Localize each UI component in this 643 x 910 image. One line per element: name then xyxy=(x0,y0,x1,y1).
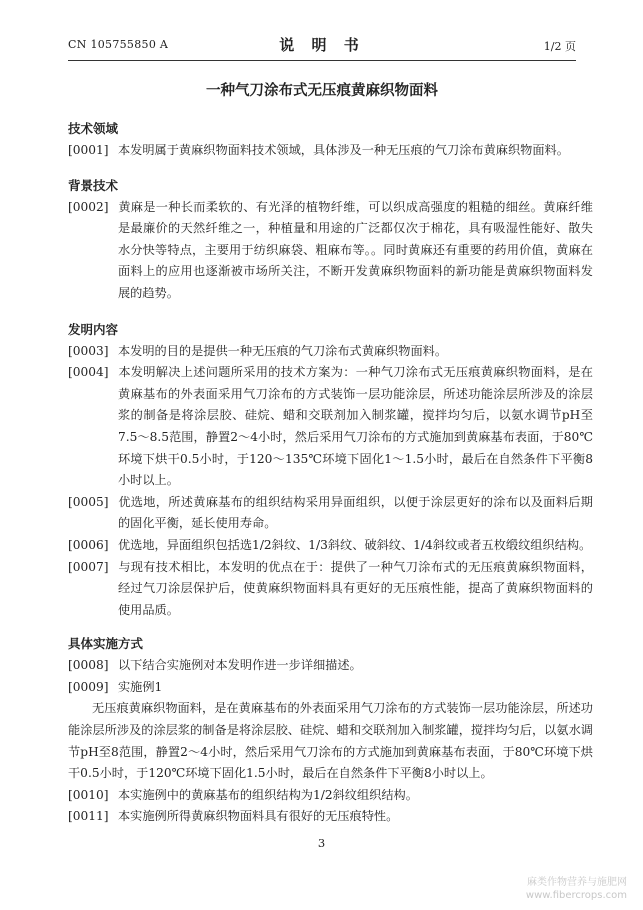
paragraph xyxy=(68,677,593,699)
paragraph xyxy=(68,557,593,622)
paragraph xyxy=(68,785,593,807)
paragraph-text: 与现有技术相比，本发明的优点在于：提供了一种气刀涂布式的无压痕黄麻织物面料，经过气刀涂层保护后，使黄麻织物面料具有更好的无压痕性能，提高了黄麻织物面料的使用品质。 xyxy=(118,559,593,617)
paragraph xyxy=(68,197,593,305)
paragraph xyxy=(68,341,593,363)
page-number: 3 xyxy=(317,836,326,850)
paragraph xyxy=(68,140,593,162)
paragraph xyxy=(68,362,593,492)
document-type: 说 明 书 xyxy=(279,36,365,54)
paragraph-text: 本实施例所得黄麻织物面料具有很好的无压痕特性。 xyxy=(118,809,399,824)
paragraph-number: [0011] xyxy=(68,809,109,824)
paragraph-text: 优选地，异面组织包括选1/2斜纹、1/3斜纹、破斜纹、1/4斜纹或者五枚缎纹组织结构。 xyxy=(118,537,592,552)
section-heading: 具体实施方式 xyxy=(68,636,144,652)
paragraph-text: 以下结合实施例对本发明作进一步详细描述。 xyxy=(118,658,362,673)
watermark-site-name: 麻类作物营养与施肥网 xyxy=(527,877,627,888)
paragraph-number: [0009] xyxy=(68,679,109,694)
paragraph xyxy=(68,492,593,535)
paragraph-number: [0004] xyxy=(68,365,109,380)
watermark-url: www.fibercrops.com xyxy=(525,890,627,901)
paragraph-number: [0007] xyxy=(68,559,109,574)
section-invention-content xyxy=(68,321,593,622)
paragraph-number: [0001] xyxy=(68,143,109,157)
patent-number: CN 105755850 A xyxy=(68,38,169,51)
section-heading: 发明内容 xyxy=(68,321,119,337)
paragraph xyxy=(68,655,593,677)
section-background xyxy=(68,177,593,305)
paragraph-number: [0005] xyxy=(68,494,109,509)
paragraph-text: 优选地，所述黄麻基布的组织结构采用异面组织，以便于涂层更好的涂布以及面料后期的固化平衡，延长使用寿命。 xyxy=(118,494,593,531)
paragraph-text: 本发明的目的是提供一种无压痕的气刀涂布式黄麻织物面料。 xyxy=(118,343,448,358)
example-title: 实施例1 xyxy=(118,679,163,694)
paragraph-number: [0008] xyxy=(68,658,109,673)
section-heading: 技术领域 xyxy=(68,121,119,136)
paragraph xyxy=(68,806,593,828)
paragraph-text: 本发明解决上述问题所采用的技术方案为：一种气刀涂布式无压痕黄麻织物面料，是在黄麻基布的外表面采用气刀涂布的方式装饰一层功能涂层，所述功能涂层所涉及的涂层浆的制备是将涂层胶、硅烷、蜡和交联剂加入制浆罐，搅拌均匀后，以氨水调节pH至7.5～8.5范围，静置2～4小时，然后采用气刀涂布的方式施加到黄麻基布表面，于80℃环境下烘干0.5小时，于120～135℃环境下固化1～1.5小时，最后在自然条件下平衡8小时以上。 xyxy=(118,365,593,488)
watermark xyxy=(526,876,627,902)
document-body xyxy=(68,120,593,828)
page-info: 1/2 页 xyxy=(543,40,576,53)
example-text: 无压痕黄麻织物面料，是在黄麻基布的外表面采用气刀涂布的方式装饰一层功能涂层，所述功能涂层所涉及的涂层浆的制备是将涂层胶、硅烷、蜡和交联剂加入制浆罐，搅拌均匀后，以氨水调节pH至8范围，静置2～4小时，然后采用气刀涂布的方式施加到黄麻基布表面，于80℃环境下烘干0.5小时，于120℃环境下固化1.5小时，最后在自然条件下平衡8小时以上。 xyxy=(68,701,593,781)
page-header xyxy=(68,34,576,61)
paragraph-text: 黄麻是一种长而柔软的、有光泽的植物纤维，可以织成高强度的粗糙的细丝。黄麻纤维是最廉价的天然纤维之一，种植量和用途的广泛都仅次于棉花，具有吸湿性能好、散失水分快等特点，主要用于纺织麻袋、粗麻布等。。同时黄麻还有重要的药用价值，黄麻在面料上的应用也逐渐被市场所关注，不断开发黄麻织物面料的新功能是黄麻织物面料发展的趋势。 xyxy=(118,199,593,300)
paragraph-number: [0006] xyxy=(68,537,109,552)
document-title: 一种气刀涂布式无压痕黄麻织物面料 xyxy=(206,83,438,99)
paragraph xyxy=(68,535,593,557)
section-technical-field xyxy=(68,120,593,162)
section-heading: 背景技术 xyxy=(68,177,119,193)
section-embodiment xyxy=(68,635,593,828)
paragraph-text: 本发明属于黄麻织物面料技术领域，具体涉及一种无压痕的气刀涂布黄麻织物面料。 xyxy=(118,143,569,157)
paragraph-text: 本实施例中的黄麻基布的组织结构为1/2斜纹组织结构。 xyxy=(118,787,418,802)
paragraph-number: [0002] xyxy=(68,199,109,214)
paragraph-number: [0010] xyxy=(68,787,109,802)
paragraph-number: [0003] xyxy=(68,343,109,358)
